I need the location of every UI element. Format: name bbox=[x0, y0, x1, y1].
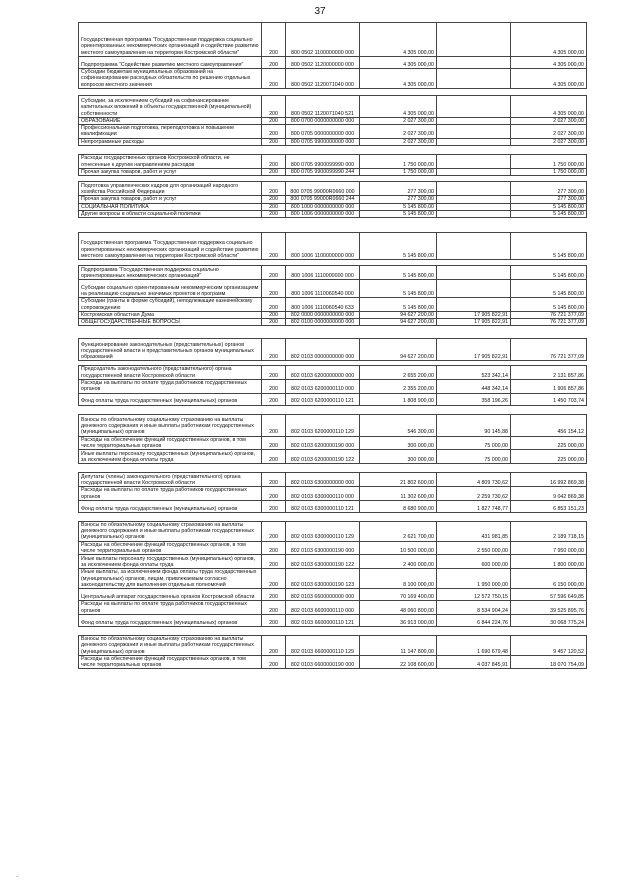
code-cell: 800 1006 1110000000 000 bbox=[286, 266, 360, 280]
amount-remaining-cell: 6 853 151,23 bbox=[511, 500, 587, 512]
row-spacer bbox=[79, 464, 587, 473]
amount-remaining-cell: 6 150 000,00 bbox=[511, 569, 587, 589]
amount-remaining-cell: 7 950 000,00 bbox=[511, 541, 587, 555]
name-cell: Прочая закупка товаров, работ и услуг bbox=[79, 196, 262, 203]
amount-executed-cell bbox=[437, 298, 511, 312]
table-row bbox=[79, 319, 587, 326]
grbs-cell: 200 bbox=[262, 555, 286, 569]
amount-remaining-cell: 76 721 377,09 bbox=[511, 319, 587, 326]
amount-total-cell: 8 100 000,00 bbox=[360, 569, 437, 589]
amount-total-cell: 2 355 200,00 bbox=[360, 380, 437, 394]
name-cell: Расходы на выплаты по оплате труда работников государственных органов bbox=[79, 487, 262, 501]
amount-remaining-cell: 76 721 377,09 bbox=[511, 311, 587, 318]
table-row bbox=[79, 393, 587, 405]
name-cell: Иные выплаты персоналу государственных (муниципальных) органов, за исключением фонда оплаты труда bbox=[79, 555, 262, 569]
table-row bbox=[79, 138, 587, 145]
table-row bbox=[79, 555, 587, 569]
amount-executed-cell bbox=[437, 182, 511, 196]
amount-remaining-cell: 4 305 000,00 bbox=[511, 23, 587, 57]
table-row bbox=[79, 280, 587, 298]
page-number: 37 bbox=[314, 6, 326, 17]
table-row bbox=[79, 339, 587, 361]
amount-executed-cell bbox=[437, 69, 511, 89]
code-cell: 800 0705 9900099990 244 bbox=[286, 169, 360, 176]
code-cell: 802 0103 6300000110 129 bbox=[286, 521, 360, 541]
table-row bbox=[79, 233, 587, 260]
code-cell: 800 0705 9900000000 000 bbox=[286, 138, 360, 145]
grbs-cell: 200 bbox=[262, 298, 286, 312]
code-cell: 802 0103 6200000190 000 bbox=[286, 436, 360, 450]
name-cell: Расходы на обеспечение функций государственных органов, в том числе территориальных органов bbox=[79, 655, 262, 669]
table-row bbox=[79, 210, 587, 217]
name-cell: ОБЩЕГОСУДАРСТВЕННЫЕ ВОПРОСЫ bbox=[79, 319, 262, 326]
amount-total-cell: 2 621 700,00 bbox=[360, 521, 437, 541]
amount-total-cell: 5 145 800,00 bbox=[360, 210, 437, 217]
amount-executed-cell: 2 550 000,00 bbox=[437, 541, 511, 555]
code-cell: 800 0502 1120071040 521 bbox=[286, 95, 360, 117]
table-row bbox=[79, 23, 587, 57]
code-cell: 802 0103 6300000190 000 bbox=[286, 541, 360, 555]
amount-total-cell: 4 305 000,00 bbox=[360, 95, 437, 117]
code-cell: 802 0103 6600000000 000 bbox=[286, 589, 360, 601]
amount-executed-cell: 358 196,26 bbox=[437, 393, 511, 405]
amount-total-cell: 4 305 000,00 bbox=[360, 69, 437, 89]
table-row bbox=[79, 380, 587, 394]
amount-total-cell: 546 300,00 bbox=[360, 414, 437, 436]
code-cell: 800 0705 9900099990 000 bbox=[286, 155, 360, 169]
code-cell: 802 0103 6200000110 000 bbox=[286, 380, 360, 394]
amount-remaining-cell: 39 525 895,76 bbox=[511, 601, 587, 615]
table-row bbox=[79, 155, 587, 169]
row-spacer bbox=[79, 326, 587, 339]
table-row bbox=[79, 635, 587, 655]
table-row bbox=[79, 541, 587, 555]
code-cell: 802 0103 6200000110 129 bbox=[286, 414, 360, 436]
amount-total-cell: 5 145 800,00 bbox=[360, 280, 437, 298]
name-cell: Фонд оплаты труда государственных (муниципальных) органов bbox=[79, 500, 262, 512]
amount-total-cell: 1 750 000,00 bbox=[360, 155, 437, 169]
amount-remaining-cell: 1 906 857,86 bbox=[511, 380, 587, 394]
name-cell: Председатель законодательного (представительного) органа государственной власти Костромской области bbox=[79, 366, 262, 380]
amount-remaining-cell: 4 305 000,00 bbox=[511, 57, 587, 69]
table-row bbox=[79, 436, 587, 450]
name-cell: СОЦИАЛЬНАЯ ПОЛИТИКА bbox=[79, 203, 262, 210]
amount-total-cell: 1 808 900,00 bbox=[360, 393, 437, 405]
amount-remaining-cell: 2 027 300,00 bbox=[511, 117, 587, 124]
amount-total-cell: 11 147 800,00 bbox=[360, 635, 437, 655]
amount-remaining-cell: 2 027 300,00 bbox=[511, 138, 587, 145]
table-row bbox=[79, 366, 587, 380]
grbs-cell: 200 bbox=[262, 366, 286, 380]
amount-executed-cell bbox=[437, 117, 511, 124]
name-cell: Подготовка управленческих кадров для организаций народного хозяйства Российской Федерации bbox=[79, 182, 262, 196]
code-cell: 800 1006 0000000000 000 bbox=[286, 210, 360, 217]
name-cell: Расходы на выплаты по оплате труда работников государственных органов bbox=[79, 380, 262, 394]
grbs-cell: 200 bbox=[262, 138, 286, 145]
table-row bbox=[79, 182, 587, 196]
code-cell: 802 0103 6300000110 000 bbox=[286, 487, 360, 501]
code-cell: 802 0100 0000000000 000 bbox=[286, 319, 360, 326]
grbs-cell: 200 bbox=[262, 450, 286, 464]
name-cell: Иные выплаты персоналу государственных (муниципальных) органов, за исключением фонда оплаты труда bbox=[79, 450, 262, 464]
row-spacer bbox=[79, 218, 587, 233]
name-cell: Непрограммные расходы bbox=[79, 138, 262, 145]
table-body bbox=[79, 23, 587, 669]
grbs-cell: 200 bbox=[262, 69, 286, 89]
amount-total-cell: 1 750 000,00 bbox=[360, 169, 437, 176]
amount-executed-cell bbox=[437, 196, 511, 203]
amount-total-cell: 2 027 300,00 bbox=[360, 117, 437, 124]
name-cell: ОБРАЗОВАНИЕ bbox=[79, 117, 262, 124]
grbs-cell: 200 bbox=[262, 203, 286, 210]
amount-remaining-cell: 1 750 000,00 bbox=[511, 169, 587, 176]
amount-executed-cell: 2 259 730,62 bbox=[437, 487, 511, 501]
name-cell: Расходы государственных органов Костромской области, не отнесенные к другим направлениям расходов bbox=[79, 155, 262, 169]
amount-executed-cell: 4 809 730,62 bbox=[437, 473, 511, 487]
code-cell: 800 0705 0000000000 000 bbox=[286, 125, 360, 139]
name-cell: Фонд оплаты труда государственных (муниципальных) органов bbox=[79, 614, 262, 626]
table-row bbox=[79, 569, 587, 589]
amount-total-cell: 2 027 300,00 bbox=[360, 125, 437, 139]
code-cell: 802 0103 6600000110 121 bbox=[286, 614, 360, 626]
code-cell: 800 1000 0000000000 000 bbox=[286, 203, 360, 210]
amount-total-cell: 300 000,00 bbox=[360, 436, 437, 450]
name-cell: Прочая закупка товаров, работ и услуг bbox=[79, 169, 262, 176]
amount-executed-cell: 17 905 822,91 bbox=[437, 339, 511, 361]
grbs-cell: 200 bbox=[262, 473, 286, 487]
code-cell: 802 0103 6200000000 000 bbox=[286, 366, 360, 380]
name-cell: Государственная программа "Государственная поддержка социально ориентированных некоммерческих организаций и содействие развитию местного самоуправления на территории Костромской области" bbox=[79, 23, 262, 57]
name-cell: Государственная программа "Государственная поддержка социально ориентированных некоммерческих организаций и содействие развитию местного самоуправления на территории Костромской области" bbox=[79, 233, 262, 260]
amount-total-cell: 94 627 200,00 bbox=[360, 319, 437, 326]
amount-total-cell: 22 108 600,00 bbox=[360, 655, 437, 669]
amount-executed-cell bbox=[437, 169, 511, 176]
amount-total-cell: 277 300,00 bbox=[360, 182, 437, 196]
amount-executed-cell bbox=[437, 23, 511, 57]
amount-total-cell: 5 145 800,00 bbox=[360, 203, 437, 210]
amount-executed-cell bbox=[437, 125, 511, 139]
name-cell: Взносы по обязательному социальному страхованию на выплаты денежного содержания и иные выплаты работникам государственных (муниципальных) органов bbox=[79, 635, 262, 655]
table-row bbox=[79, 203, 587, 210]
grbs-cell: 200 bbox=[262, 210, 286, 217]
amount-executed-cell: 17 905 822,91 bbox=[437, 311, 511, 318]
page-corner-mark: - bbox=[16, 871, 19, 881]
grbs-cell: 200 bbox=[262, 196, 286, 203]
amount-remaining-cell: 5 145 800,00 bbox=[511, 210, 587, 217]
code-cell: 802 0103 0000000000 000 bbox=[286, 339, 360, 361]
amount-remaining-cell: 5 145 800,00 bbox=[511, 280, 587, 298]
amount-total-cell: 94 627 200,00 bbox=[360, 339, 437, 361]
grbs-cell: 200 bbox=[262, 169, 286, 176]
grbs-cell: 200 bbox=[262, 233, 286, 260]
amount-total-cell: 277 300,00 bbox=[360, 196, 437, 203]
amount-total-cell: 11 302 600,00 bbox=[360, 487, 437, 501]
amount-remaining-cell: 5 145 800,00 bbox=[511, 266, 587, 280]
amount-total-cell: 5 145 800,00 bbox=[360, 233, 437, 260]
amount-executed-cell bbox=[437, 138, 511, 145]
grbs-cell: 200 bbox=[262, 414, 286, 436]
grbs-cell: 200 bbox=[262, 125, 286, 139]
table-row bbox=[79, 95, 587, 117]
amount-executed-cell bbox=[437, 210, 511, 217]
grbs-cell: 200 bbox=[262, 569, 286, 589]
table-row bbox=[79, 487, 587, 501]
amount-remaining-cell: 9 042 869,38 bbox=[511, 487, 587, 501]
code-cell: 800 0700 0000000000 000 bbox=[286, 117, 360, 124]
code-cell: 802 0103 6200000110 121 bbox=[286, 393, 360, 405]
grbs-cell: 200 bbox=[262, 589, 286, 601]
grbs-cell: 200 bbox=[262, 614, 286, 626]
table-row bbox=[79, 57, 587, 69]
budget-table bbox=[78, 22, 587, 669]
amount-executed-cell: 8 534 904,24 bbox=[437, 601, 511, 615]
amount-executed-cell: 448 342,14 bbox=[437, 380, 511, 394]
table-row bbox=[79, 500, 587, 512]
table-row bbox=[79, 311, 587, 318]
amount-executed-cell bbox=[437, 233, 511, 260]
amount-remaining-cell: 76 721 377,09 bbox=[511, 339, 587, 361]
amount-executed-cell: 1 827 748,77 bbox=[437, 500, 511, 512]
name-cell: Субсидии, за исключением субсидий на софинансирование капитальных вложений в объекты государственной (муниципальной) собственности bbox=[79, 95, 262, 117]
table-row bbox=[79, 601, 587, 615]
amount-total-cell: 5 145 800,00 bbox=[360, 266, 437, 280]
code-cell: 800 1006 1100000000 000 bbox=[286, 233, 360, 260]
amount-executed-cell: 1 690 679,48 bbox=[437, 635, 511, 655]
amount-executed-cell bbox=[437, 57, 511, 69]
amount-total-cell: 48 060 800,00 bbox=[360, 601, 437, 615]
amount-remaining-cell: 277 300,00 bbox=[511, 182, 587, 196]
name-cell: Взносы по обязательному социальному страхованию на выплаты денежного содержания и иные выплаты работникам государственных (муниципальных) органов bbox=[79, 521, 262, 541]
grbs-cell: 200 bbox=[262, 155, 286, 169]
code-cell: 802 0103 6300000190 123 bbox=[286, 569, 360, 589]
amount-total-cell: 10 500 000,00 bbox=[360, 541, 437, 555]
amount-executed-cell bbox=[437, 155, 511, 169]
amount-remaining-cell: 2 027 300,00 bbox=[511, 125, 587, 139]
grbs-cell: 200 bbox=[262, 655, 286, 669]
amount-executed-cell: 17 905 822,91 bbox=[437, 319, 511, 326]
table-row bbox=[79, 473, 587, 487]
amount-executed-cell: 75 000,00 bbox=[437, 450, 511, 464]
amount-remaining-cell: 57 596 649,85 bbox=[511, 589, 587, 601]
code-cell: 802 0103 6300000110 121 bbox=[286, 500, 360, 512]
grbs-cell: 200 bbox=[262, 319, 286, 326]
amount-remaining-cell: 277 300,00 bbox=[511, 196, 587, 203]
row-spacer bbox=[79, 146, 587, 155]
amount-total-cell: 36 913 000,00 bbox=[360, 614, 437, 626]
amount-executed-cell: 12 572 750,15 bbox=[437, 589, 511, 601]
amount-total-cell: 2 027 300,00 bbox=[360, 138, 437, 145]
name-cell: Субсидии бюджетам муниципальных образований на софинансирование расходных обязательств по решению отдельных вопросов местного значения bbox=[79, 69, 262, 89]
amount-total-cell: 4 305 000,00 bbox=[360, 57, 437, 69]
grbs-cell: 200 bbox=[262, 380, 286, 394]
amount-executed-cell bbox=[437, 95, 511, 117]
amount-total-cell: 2 655 200,00 bbox=[360, 366, 437, 380]
grbs-cell: 200 bbox=[262, 635, 286, 655]
code-cell: 800 0705 99000R0660 000 bbox=[286, 182, 360, 196]
grbs-cell: 200 bbox=[262, 500, 286, 512]
amount-executed-cell bbox=[437, 203, 511, 210]
name-cell: Центральный аппарат государственных органов Костромской области bbox=[79, 589, 262, 601]
name-cell: Другие вопросы в области социальной политики bbox=[79, 210, 262, 217]
name-cell: Иные выплаты, за исключением фонда оплаты труда государственных (муниципальных) органов, лицам, привлекаемым согласно законодательству для выполнения отдельных полномочий bbox=[79, 569, 262, 589]
grbs-cell: 200 bbox=[262, 541, 286, 555]
amount-remaining-cell: 456 154,12 bbox=[511, 414, 587, 436]
amount-total-cell: 4 305 000,00 bbox=[360, 23, 437, 57]
row-spacer bbox=[79, 405, 587, 414]
table-row bbox=[79, 414, 587, 436]
amount-total-cell: 8 680 900,00 bbox=[360, 500, 437, 512]
amount-remaining-cell: 4 305 000,00 bbox=[511, 69, 587, 89]
table-row bbox=[79, 117, 587, 124]
code-cell: 800 0502 1100000000 000 bbox=[286, 23, 360, 57]
grbs-cell: 200 bbox=[262, 266, 286, 280]
amount-remaining-cell: 1 450 703,74 bbox=[511, 393, 587, 405]
amount-total-cell: 21 802 600,00 bbox=[360, 473, 437, 487]
code-cell: 802 0103 6600000190 000 bbox=[286, 655, 360, 669]
amount-remaining-cell: 2 189 718,15 bbox=[511, 521, 587, 541]
row-spacer bbox=[79, 88, 587, 95]
grbs-cell: 200 bbox=[262, 95, 286, 117]
name-cell: Расходы на обеспечение функций государственных органов, в том числе территориальных органов bbox=[79, 436, 262, 450]
grbs-cell: 200 bbox=[262, 521, 286, 541]
amount-remaining-cell: 16 992 869,38 bbox=[511, 473, 587, 487]
name-cell: Депутаты (члены) законодательного (представительного) органа государственной власти Костромской области bbox=[79, 473, 262, 487]
table-row bbox=[79, 298, 587, 312]
table-row bbox=[79, 169, 587, 176]
amount-remaining-cell: 225 000,00 bbox=[511, 436, 587, 450]
amount-total-cell: 94 627 200,00 bbox=[360, 311, 437, 318]
amount-total-cell: 300 000,00 bbox=[360, 450, 437, 464]
amount-remaining-cell: 5 145 800,00 bbox=[511, 233, 587, 260]
grbs-cell: 200 bbox=[262, 311, 286, 318]
amount-executed-cell: 600 000,00 bbox=[437, 555, 511, 569]
code-cell: 802 0103 6600000110 129 bbox=[286, 635, 360, 655]
grbs-cell: 200 bbox=[262, 280, 286, 298]
grbs-cell: 200 bbox=[262, 182, 286, 196]
amount-remaining-cell: 18 070 754,09 bbox=[511, 655, 587, 669]
row-spacer bbox=[79, 626, 587, 635]
amount-executed-cell: 75 000,00 bbox=[437, 436, 511, 450]
code-cell: 802 0000 0000000000 000 bbox=[286, 311, 360, 318]
amount-total-cell: 5 145 800,00 bbox=[360, 298, 437, 312]
amount-remaining-cell: 5 145 800,00 bbox=[511, 203, 587, 210]
amount-executed-cell: 523 342,14 bbox=[437, 366, 511, 380]
amount-remaining-cell: 1 750 000,00 bbox=[511, 155, 587, 169]
amount-remaining-cell: 225 000,00 bbox=[511, 450, 587, 464]
grbs-cell: 200 bbox=[262, 23, 286, 57]
amount-remaining-cell: 5 145 800,00 bbox=[511, 298, 587, 312]
amount-remaining-cell: 9 457 120,52 bbox=[511, 635, 587, 655]
name-cell: Профессиональная подготовка, переподготовка и повышение квалификации bbox=[79, 125, 262, 139]
name-cell: Подпрограмма "Содействие развитию местного самоуправления" bbox=[79, 57, 262, 69]
table-row bbox=[79, 266, 587, 280]
name-cell: Взносы по обязательному социальному страхованию на выплаты денежного содержания и иные выплаты работникам государственных (муниципальных) органов bbox=[79, 414, 262, 436]
table-row bbox=[79, 521, 587, 541]
name-cell: Костромская областная Дума bbox=[79, 311, 262, 318]
name-cell: Расходы на обеспечение функций государственных органов, в том числе территориальных органов bbox=[79, 541, 262, 555]
code-cell: 800 1006 1110060540 000 bbox=[286, 280, 360, 298]
grbs-cell: 200 bbox=[262, 339, 286, 361]
grbs-cell: 200 bbox=[262, 487, 286, 501]
table-row bbox=[79, 69, 587, 89]
name-cell: Функционирование законодательных (представительных) органов государственной власти и представительных органов муниципальных образований bbox=[79, 339, 262, 361]
code-cell: 800 0705 99000R0660 244 bbox=[286, 196, 360, 203]
table-row bbox=[79, 125, 587, 139]
grbs-cell: 200 bbox=[262, 57, 286, 69]
name-cell: Расходы на выплаты по оплате труда работников государственных органов bbox=[79, 601, 262, 615]
table-row bbox=[79, 450, 587, 464]
amount-executed-cell bbox=[437, 266, 511, 280]
row-spacer bbox=[79, 512, 587, 521]
amount-executed-cell: 90 145,88 bbox=[437, 414, 511, 436]
grbs-cell: 200 bbox=[262, 117, 286, 124]
amount-remaining-cell: 30 068 775,24 bbox=[511, 614, 587, 626]
grbs-cell: 200 bbox=[262, 393, 286, 405]
amount-remaining-cell: 2 131 857,86 bbox=[511, 366, 587, 380]
table-row bbox=[79, 589, 587, 601]
amount-executed-cell: 431 981,85 bbox=[437, 521, 511, 541]
amount-total-cell: 70 169 400,00 bbox=[360, 589, 437, 601]
name-cell: Фонд оплаты труда государственных (муниципальных) органов bbox=[79, 393, 262, 405]
code-cell: 802 0103 6300000000 000 bbox=[286, 473, 360, 487]
code-cell: 802 0103 6300000190 122 bbox=[286, 555, 360, 569]
amount-executed-cell bbox=[437, 280, 511, 298]
table-row bbox=[79, 614, 587, 626]
code-cell: 802 0103 6200000190 122 bbox=[286, 450, 360, 464]
amount-remaining-cell: 4 305 000,00 bbox=[511, 95, 587, 117]
code-cell: 802 0103 6600000110 000 bbox=[286, 601, 360, 615]
name-cell: Субсидии (гранты в форме субсидий), неподлежащие казначейскому сопровождению bbox=[79, 298, 262, 312]
table-row bbox=[79, 655, 587, 669]
code-cell: 800 0502 1120000000 000 bbox=[286, 57, 360, 69]
code-cell: 800 1006 1110060540 633 bbox=[286, 298, 360, 312]
amount-executed-cell: 1 950 000,00 bbox=[437, 569, 511, 589]
amount-executed-cell: 6 844 224,76 bbox=[437, 614, 511, 626]
table-row bbox=[79, 196, 587, 203]
amount-total-cell: 2 400 000,00 bbox=[360, 555, 437, 569]
name-cell: Подпрограмма "Государственная поддержка социально ориентированных некоммерческих организаций" bbox=[79, 266, 262, 280]
amount-executed-cell: 4 037 845,91 bbox=[437, 655, 511, 669]
amount-remaining-cell: 1 800 000,00 bbox=[511, 555, 587, 569]
code-cell: 800 0502 1120071040 000 bbox=[286, 69, 360, 89]
grbs-cell: 200 bbox=[262, 601, 286, 615]
name-cell: Субсидии социально ориентированным некоммерческим организациям на реализацию социально значимых проектов и программ bbox=[79, 280, 262, 298]
grbs-cell: 200 bbox=[262, 436, 286, 450]
